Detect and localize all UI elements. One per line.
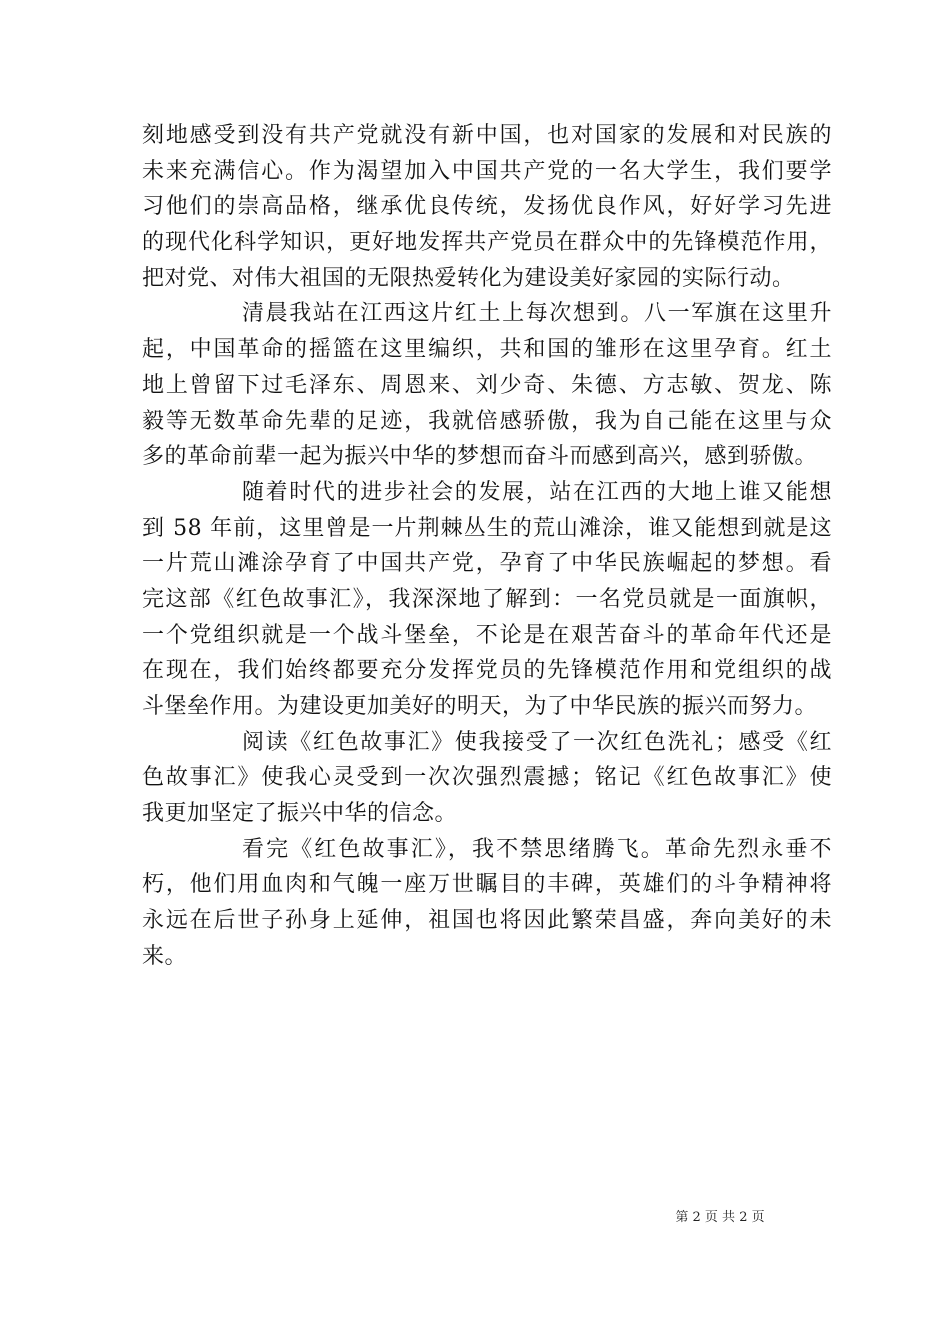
text-line: 刻地感受到没有共产党就没有新中国，也对国家的发展和对民族的 [142,123,832,148]
text-line: 朽，他们用血肉和气魄一座万世瞩目的丰碑，英雄们的斗争精神将 [142,872,832,898]
page-number: 第 2 页 共 2 页 [675,1210,765,1225]
text-line: 随着时代的进步社会的发展，站在江西的大地上谁又能想 [242,479,832,505]
text-line: 色故事汇》使我心灵受到一次次强烈震撼；铭记《红色故事汇》使 [142,765,832,791]
text-line: 未来充满信心。作为渴望加入中国共产党的一名大学生，我们要学 [142,158,832,184]
text-line: 完这部《红色故事汇》，我深深地了解到：一名党员就是一面旗帜， [142,586,832,612]
text-line: 地上曾留下过毛泽东、周恩来、刘少奇、朱德、方志敏、贺龙、陈 [142,372,832,398]
text-line: 起，中国革命的摇篮在这里编织，共和国的雏形在这里孕育。红土 [142,337,832,363]
text-line: 毅等无数革命先辈的足迹，我就倍感骄傲，我为自己能在这里与众 [142,408,832,434]
text-line: 多的革命前辈一起为振兴中华的梦想而奋斗而感到高兴，感到骄傲。 [142,444,818,470]
text-line: 来。 [142,943,188,969]
text-line: 永远在后世子孙身上延伸，祖国也将因此繁荣昌盛，奔向美好的未 [142,908,832,934]
text-line: 一个党组织就是一个战斗堡垒，不论是在艰苦奋斗的革命年代还是 [142,622,832,648]
text-line: 清晨我站在江西这片红土上每次想到。八一军旗在这里升 [242,301,832,327]
text-line: 我更加坚定了振兴中华的信念。 [142,801,458,827]
text-line: 的现代化科学知识，更好地发挥共产党员在群众中的先锋模范作用， [142,230,832,256]
body-text [142,118,832,975]
text-line: 斗堡垒作用。为建设更加美好的明天，为了中华民族的振兴而努力。 [142,694,818,719]
text-line: 看完《红色故事汇》，我不禁思绪腾飞。革命先烈永垂不 [242,836,832,862]
text-line: 一片荒山滩涂孕育了中国共产党，孕育了中华民族崛起的梦想。看 [142,551,832,577]
text-line: 把对党、对伟大祖国的无限热爱转化为建设美好家园的实际行动。 [142,265,795,291]
text-line: 到 58 年前，这里曾是一片荆棘丛生的荒山滩涂，谁又能想到就是这 [142,515,832,541]
text-line: 习他们的崇高品格，继承优良传统，发扬优良作风，好好学习先进 [142,194,832,220]
text-line: 阅读《红色故事汇》使我接受了一次红色洗礼；感受《红 [242,729,832,755]
text-line: 在现在，我们始终都要充分发挥党员的先锋模范作用和党组织的战 [142,658,832,684]
